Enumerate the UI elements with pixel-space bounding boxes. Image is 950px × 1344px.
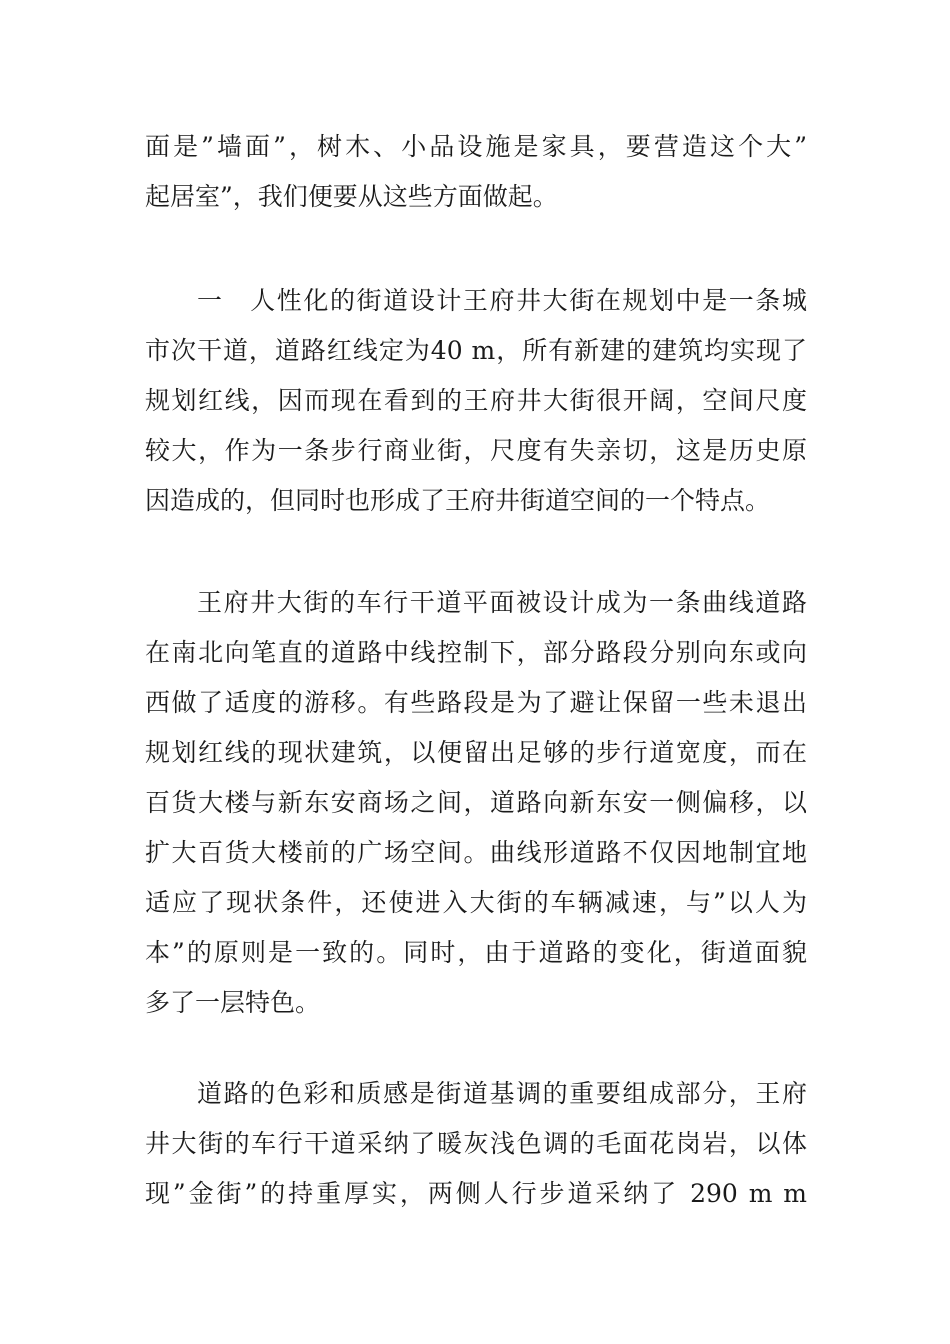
paragraph-line: 多了一层特色。 — [145, 988, 321, 1017]
paragraph-2 — [145, 276, 807, 526]
paragraph-line: 在南北向笔直的道路中线控制下，部分路段分别向东或向 — [145, 638, 807, 667]
paragraph-line: 道路的色彩和质感是街道基调的重要组成部分，王府 — [197, 1079, 807, 1108]
paragraph-line: 现”金街”的持重厚实，两侧人行步道采纳了 290 m m — [145, 1179, 807, 1208]
paragraph-line: 适应了现状条件，还使进入大街的车辆减速，与”以人为 — [145, 888, 807, 917]
paragraph-line: 西做了适度的游移。有些路段是为了避让保留一些未退出 — [145, 688, 807, 717]
paragraph-line: 市次干道，道路红线定为40 m，所有新建的建筑均实现了 — [145, 336, 807, 365]
paragraph-line: 一 人性化的街道设计王府井大街在规划中是一条城 — [197, 286, 807, 315]
paragraph-line: 井大街的车行干道采纳了暖灰浅色调的毛面花岗岩，以体 — [145, 1129, 807, 1158]
paragraph-3 — [145, 578, 807, 1028]
paragraph-line: 扩大百货大楼前的广场空间。曲线形道路不仅因地制宜地 — [145, 838, 807, 867]
paragraph-line: 面是”墙面”，树木、小品设施是家具，要营造这个大” — [145, 132, 807, 161]
paragraph-1 — [145, 122, 807, 222]
paragraph-line: 较大，作为一条步行商业街，尺度有失亲切，这是历史原 — [145, 436, 807, 465]
paragraph-line: 百货大楼与新东安商场之间，道路向新东安一侧偏移，以 — [145, 788, 807, 817]
paragraph-line: 王府井大街的车行干道平面被设计成为一条曲线道路 — [197, 588, 807, 617]
paragraph-line: 规划红线，因而现在看到的王府井大街很开阔，空间尺度 — [145, 386, 807, 415]
paragraph-line: 本”的原则是一致的。同时，由于道路的变化，街道面貌 — [145, 938, 807, 967]
paragraph-line: 规划红线的现状建筑，以便留出足够的步行道宽度，而在 — [145, 738, 807, 767]
paragraph-4 — [145, 1069, 807, 1219]
paragraph-line: 起居室”，我们便要从这些方面做起。 — [145, 182, 558, 211]
paragraph-line: 因造成的，但同时也形成了王府井街道空间的一个特点。 — [145, 486, 771, 515]
